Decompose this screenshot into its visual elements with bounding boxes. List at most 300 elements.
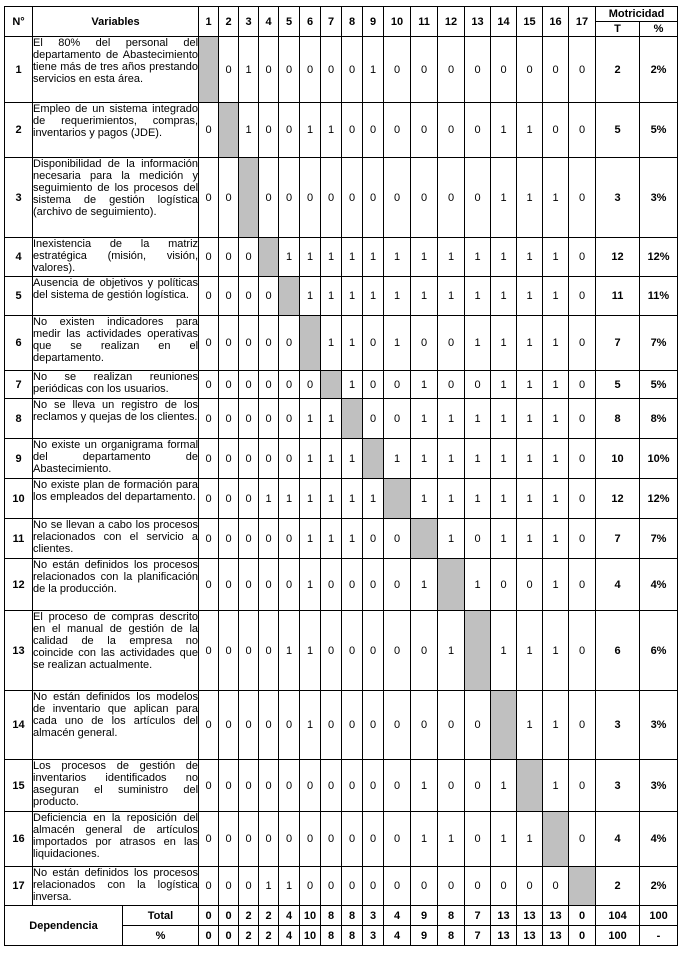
matrix-cell: 1 <box>543 238 569 277</box>
matrix-cell: 1 <box>543 760 569 812</box>
matrix-cell: 1 <box>465 277 491 316</box>
matrix-cell: 1 <box>543 519 569 559</box>
matrix-cell: 0 <box>384 760 411 812</box>
column-header: 1 <box>199 7 219 37</box>
diagonal-cell <box>239 158 259 238</box>
motricidad-total: 7 <box>596 519 640 559</box>
matrix-cell: 0 <box>199 559 219 611</box>
row-number: 5 <box>5 277 33 316</box>
matrix-cell: 0 <box>321 867 342 906</box>
diagonal-cell <box>321 371 342 399</box>
matrix-cell: 1 <box>491 158 517 238</box>
percent-label: % <box>123 926 199 946</box>
motricidad-total: 3 <box>596 691 640 760</box>
matrix-cell: 1 <box>438 399 465 439</box>
matrix-cell: 0 <box>199 316 219 371</box>
matrix-cell: 0 <box>363 691 384 760</box>
matrix-cell: 0 <box>438 867 465 906</box>
row-number: 2 <box>5 103 33 158</box>
total-label: Total <box>123 906 199 926</box>
matrix-cell: 1 <box>300 611 321 691</box>
matrix-cell: 1 <box>438 277 465 316</box>
matrix-cell: 1 <box>300 103 321 158</box>
dependencia-cell: 7 <box>465 926 491 946</box>
motricidad-percent: 8% <box>640 399 678 439</box>
matrix-cell: 1 <box>411 439 438 479</box>
matrix-cell: 0 <box>465 691 491 760</box>
matrix-cell: 1 <box>543 559 569 611</box>
matrix-cell: 0 <box>259 611 279 691</box>
matrix-cell: 0 <box>300 158 321 238</box>
matrix-cell: 0 <box>279 519 300 559</box>
matrix-cell: 0 <box>239 479 259 519</box>
matrix-cell: 1 <box>543 316 569 371</box>
matrix-cell: 0 <box>279 812 300 867</box>
matrix-cell: 0 <box>239 812 259 867</box>
matrix-cell: 0 <box>321 691 342 760</box>
variable-description: Los procesos de gestión de inventarios identificados no aseguran el suministro del producto. <box>33 760 199 812</box>
variable-description: El 80% del personal del departamento de Abastecimiento tiene más de tres años prestando servicios en esta área. <box>33 37 199 103</box>
column-header: 8 <box>342 7 363 37</box>
matrix-cell: 0 <box>384 812 411 867</box>
matrix-cell: 0 <box>219 371 239 399</box>
matrix-cell: 0 <box>491 37 517 103</box>
matrix-cell: 0 <box>569 611 596 691</box>
matrix-cell: 0 <box>259 103 279 158</box>
dependencia-cell: 3 <box>363 926 384 946</box>
column-header: 3 <box>239 7 259 37</box>
percent-header: % <box>640 22 678 37</box>
matrix-cell: 0 <box>438 316 465 371</box>
matrix-cell: 1 <box>384 316 411 371</box>
matrix-cell: 0 <box>259 812 279 867</box>
matrix-cell: 0 <box>342 559 363 611</box>
matrix-cell: 1 <box>411 371 438 399</box>
matrix-cell: 0 <box>411 611 438 691</box>
variable-description: Empleo de un sistema integrado de requerimientos, compras, inventarios y pagos (JDE). <box>33 103 199 158</box>
matrix-cell: 1 <box>517 399 543 439</box>
dependencia-cell: 8 <box>342 926 363 946</box>
row-number: 13 <box>5 611 33 691</box>
dependencia-cell: 7 <box>465 906 491 926</box>
table-row <box>5 37 678 103</box>
matrix-cell: 0 <box>411 158 438 238</box>
matrix-cell: 0 <box>219 691 239 760</box>
matrix-cell: 0 <box>279 37 300 103</box>
motricidad-total: 4 <box>596 812 640 867</box>
matrix-cell: 0 <box>219 277 239 316</box>
variable-description: No se llevan a cabo los procesos relacionados con el servicio a clientes. <box>33 519 199 559</box>
matrix-cell: 0 <box>239 867 259 906</box>
dependencia-cell: 0 <box>569 906 596 926</box>
diagonal-cell <box>411 519 438 559</box>
matrix-cell: 1 <box>300 277 321 316</box>
matrix-cell: 0 <box>279 316 300 371</box>
matrix-cell: 0 <box>569 316 596 371</box>
row-number: 1 <box>5 37 33 103</box>
matrix-cell: 1 <box>363 238 384 277</box>
matrix-cell: 1 <box>465 399 491 439</box>
row-number: 8 <box>5 399 33 439</box>
matrix-cell: 0 <box>259 158 279 238</box>
matrix-cell: 0 <box>465 158 491 238</box>
matrix-cell: 1 <box>491 611 517 691</box>
dependencia-cell: 8 <box>438 906 465 926</box>
matrix-cell: 0 <box>219 158 239 238</box>
matrix-cell: 0 <box>239 316 259 371</box>
matrix-cell: 1 <box>411 399 438 439</box>
matrix-cell: 1 <box>438 611 465 691</box>
matrix-cell: 0 <box>569 371 596 399</box>
motricidad-total: 3 <box>596 760 640 812</box>
matrix-cell: 1 <box>342 519 363 559</box>
matrix-cell: 1 <box>543 611 569 691</box>
matrix-cell: 1 <box>411 238 438 277</box>
dependencia-cell: 3 <box>363 906 384 926</box>
column-header: 10 <box>384 7 411 37</box>
matrix-cell: 0 <box>259 519 279 559</box>
table-row <box>5 238 678 277</box>
matrix-cell: 0 <box>465 519 491 559</box>
motricidad-percent: 10% <box>640 439 678 479</box>
matrix-cell: 0 <box>199 812 219 867</box>
matrix-cell: 0 <box>321 559 342 611</box>
matrix-cell: 1 <box>465 316 491 371</box>
table-row <box>5 479 678 519</box>
number-header: N° <box>5 7 33 37</box>
dependencia-cell: 8 <box>438 926 465 946</box>
matrix-cell: 1 <box>300 559 321 611</box>
row-number: 12 <box>5 559 33 611</box>
matrix-cell: 0 <box>239 760 259 812</box>
dependencia-label: Dependencia <box>5 906 123 946</box>
diagonal-cell <box>384 479 411 519</box>
matrix-cell: 0 <box>219 812 239 867</box>
matrix-cell: 0 <box>411 316 438 371</box>
matrix-cell: 0 <box>321 760 342 812</box>
matrix-cell: 0 <box>199 158 219 238</box>
matrix-cell: 0 <box>363 399 384 439</box>
diagonal-cell <box>342 399 363 439</box>
diagonal-cell <box>438 559 465 611</box>
matrix-cell: 1 <box>491 399 517 439</box>
diagonal-cell <box>199 37 219 103</box>
dependencia-t: 104 <box>596 906 640 926</box>
dependencia-cell: 0 <box>569 926 596 946</box>
matrix-cell: 0 <box>321 37 342 103</box>
matrix-cell: 0 <box>384 559 411 611</box>
matrix-cell: 0 <box>199 277 219 316</box>
table-row <box>5 277 678 316</box>
motricidad-total: 12 <box>596 479 640 519</box>
table-row <box>5 559 678 611</box>
total-row <box>5 906 678 926</box>
matrix-cell: 1 <box>491 479 517 519</box>
matrix-cell: 0 <box>219 479 239 519</box>
matrix-cell: 0 <box>199 238 219 277</box>
motricidad-total: 12 <box>596 238 640 277</box>
row-number: 6 <box>5 316 33 371</box>
column-header: 17 <box>569 7 596 37</box>
table-row <box>5 760 678 812</box>
variable-description: Disponibilidad de la información necesaria para la medición y seguimiento de los procesos del sistema de gestión logística (archivo de seguimiento). <box>33 158 199 238</box>
matrix-cell: 0 <box>239 559 259 611</box>
matrix-cell: 0 <box>239 519 259 559</box>
dependencia-cell: 10 <box>300 906 321 926</box>
matrix-cell: 0 <box>465 812 491 867</box>
dependencia-p: - <box>640 926 678 946</box>
matrix-cell: 1 <box>321 519 342 559</box>
matrix-cell: 1 <box>411 760 438 812</box>
dependencia-cell: 10 <box>300 926 321 946</box>
matrix-cell: 0 <box>384 691 411 760</box>
table-row <box>5 439 678 479</box>
matrix-cell: 0 <box>363 559 384 611</box>
matrix-cell: 1 <box>517 519 543 559</box>
variable-description: El proceso de compras descrito en el manual de gestión de la calidad de la empresa no coincide con las actividades que se realizan actualmente. <box>33 611 199 691</box>
motricidad-percent: 4% <box>640 812 678 867</box>
matrix-cell: 1 <box>543 399 569 439</box>
row-number: 7 <box>5 371 33 399</box>
matrix-cell: 0 <box>438 371 465 399</box>
matrix-cell: 0 <box>411 867 438 906</box>
matrix-cell: 0 <box>384 867 411 906</box>
motricidad-header: Motricidad <box>596 7 678 22</box>
matrix-cell: 1 <box>438 812 465 867</box>
matrix-cell: 0 <box>259 399 279 439</box>
matrix-cell: 0 <box>363 316 384 371</box>
matrix-cell: 0 <box>438 760 465 812</box>
matrix-cell: 1 <box>300 439 321 479</box>
matrix-cell: 1 <box>321 399 342 439</box>
dependencia-cell: 0 <box>219 926 239 946</box>
column-header: 14 <box>491 7 517 37</box>
matrix-cell: 1 <box>342 277 363 316</box>
matrix-cell: 0 <box>342 812 363 867</box>
matrix-cell: 0 <box>342 691 363 760</box>
matrix-cell: 0 <box>438 691 465 760</box>
matrix-cell: 1 <box>438 519 465 559</box>
matrix-cell: 0 <box>239 439 259 479</box>
dependencia-cell: 2 <box>239 906 259 926</box>
matrix-cell: 1 <box>342 316 363 371</box>
matrix-cell: 0 <box>569 158 596 238</box>
matrix-cell: 0 <box>411 103 438 158</box>
diagonal-cell <box>543 812 569 867</box>
matrix-cell: 0 <box>342 867 363 906</box>
motricidad-total: 7 <box>596 316 640 371</box>
dependencia-cell: 4 <box>384 906 411 926</box>
motricidad-total: 2 <box>596 37 640 103</box>
matrix-cell: 1 <box>411 277 438 316</box>
matrix-cell: 1 <box>438 238 465 277</box>
matrix-cell: 0 <box>239 238 259 277</box>
matrix-cell: 0 <box>321 812 342 867</box>
matrix-cell: 0 <box>363 158 384 238</box>
matrix-cell: 1 <box>543 277 569 316</box>
dependencia-cell: 2 <box>259 926 279 946</box>
column-header: 12 <box>438 7 465 37</box>
matrix-cell: 0 <box>300 867 321 906</box>
matrix-cell: 0 <box>517 559 543 611</box>
column-header: 4 <box>259 7 279 37</box>
matrix-cell: 0 <box>465 37 491 103</box>
matrix-cell: 1 <box>384 238 411 277</box>
matrix-cell: 1 <box>279 611 300 691</box>
motricidad-percent: 3% <box>640 691 678 760</box>
t-header: T <box>596 22 640 37</box>
matrix-cell: 0 <box>363 611 384 691</box>
column-header: 5 <box>279 7 300 37</box>
motricidad-percent: 3% <box>640 760 678 812</box>
matrix-cell: 0 <box>438 37 465 103</box>
matrix-cell: 1 <box>491 103 517 158</box>
matrix-cell: 1 <box>342 479 363 519</box>
header-row <box>5 7 678 22</box>
matrix-cell: 0 <box>569 760 596 812</box>
column-header: 7 <box>321 7 342 37</box>
motricidad-total: 5 <box>596 371 640 399</box>
matrix-cell: 1 <box>321 238 342 277</box>
matrix-cell: 1 <box>543 691 569 760</box>
matrix-cell: 0 <box>342 611 363 691</box>
dependencia-cell: 9 <box>411 906 438 926</box>
matrix-cell: 0 <box>363 867 384 906</box>
matrix-cell: 0 <box>569 691 596 760</box>
matrix-cell: 1 <box>517 238 543 277</box>
matrix-cell: 0 <box>279 559 300 611</box>
matrix-cell: 0 <box>259 316 279 371</box>
row-number: 16 <box>5 812 33 867</box>
matrix-cell: 0 <box>384 37 411 103</box>
matrix-cell: 0 <box>300 371 321 399</box>
matrix-cell: 1 <box>517 316 543 371</box>
matrix-cell: 0 <box>279 103 300 158</box>
matrix-cell: 0 <box>279 439 300 479</box>
matrix-cell: 1 <box>543 439 569 479</box>
matrix-cell: 0 <box>279 691 300 760</box>
matrix-cell: 1 <box>363 277 384 316</box>
matrix-cell: 0 <box>363 519 384 559</box>
matrix-cell: 0 <box>569 439 596 479</box>
matrix-cell: 0 <box>239 277 259 316</box>
matrix-cell: 0 <box>384 371 411 399</box>
matrix-cell: 1 <box>300 399 321 439</box>
table-row <box>5 519 678 559</box>
dependencia-cell: 8 <box>342 906 363 926</box>
matrix-cell: 1 <box>411 479 438 519</box>
motricidad-percent: 12% <box>640 238 678 277</box>
matrix-cell: 0 <box>199 867 219 906</box>
matrix-cell: 0 <box>199 519 219 559</box>
row-number: 15 <box>5 760 33 812</box>
matrix-cell: 0 <box>342 103 363 158</box>
row-number: 9 <box>5 439 33 479</box>
matrix-cell: 0 <box>384 103 411 158</box>
matrix-cell: 1 <box>321 277 342 316</box>
matrix-cell: 0 <box>517 37 543 103</box>
column-header: 2 <box>219 7 239 37</box>
matrix-cell: 1 <box>259 867 279 906</box>
matrix-cell: 1 <box>321 103 342 158</box>
matrix-cell: 1 <box>411 559 438 611</box>
table-row <box>5 867 678 906</box>
dependencia-cell: 4 <box>384 926 411 946</box>
matrix-cell: 0 <box>465 103 491 158</box>
dependencia-cell: 8 <box>321 926 342 946</box>
column-header: 13 <box>465 7 491 37</box>
matrix-cell: 0 <box>239 371 259 399</box>
matrix-cell: 1 <box>517 479 543 519</box>
matrix-cell: 0 <box>569 479 596 519</box>
diagonal-cell <box>279 277 300 316</box>
matrix-cell: 1 <box>239 103 259 158</box>
matrix-cell: 1 <box>384 439 411 479</box>
matrix-cell: 0 <box>199 479 219 519</box>
motricidad-percent: 11% <box>640 277 678 316</box>
matrix-cell: 0 <box>300 760 321 812</box>
diagonal-cell <box>363 439 384 479</box>
motricidad-total: 5 <box>596 103 640 158</box>
matrix-cell: 0 <box>219 37 239 103</box>
matrix-cell: 1 <box>517 812 543 867</box>
table-row <box>5 399 678 439</box>
matrix-cell: 0 <box>279 371 300 399</box>
matrix-cell: 1 <box>491 316 517 371</box>
matrix-cell: 1 <box>491 238 517 277</box>
variable-description: No existe plan de formación para los empleados del departamento. <box>33 479 199 519</box>
matrix-cell: 0 <box>384 519 411 559</box>
matrix-cell: 1 <box>491 371 517 399</box>
matrix-cell: 1 <box>279 479 300 519</box>
matrix-cell: 0 <box>321 158 342 238</box>
variable-description: No se realizan reuniones periódicas con los usuarios. <box>33 371 199 399</box>
matrix-cell: 1 <box>300 238 321 277</box>
matrix-cell: 1 <box>517 371 543 399</box>
matrix-cell: 1 <box>342 238 363 277</box>
table-row <box>5 316 678 371</box>
matrix-cell: 0 <box>569 238 596 277</box>
matrix-cell: 0 <box>259 37 279 103</box>
motricidad-total: 10 <box>596 439 640 479</box>
matrix-cell: 0 <box>569 103 596 158</box>
matrix-cell: 0 <box>219 519 239 559</box>
matrix-cell: 0 <box>239 399 259 439</box>
matrix-cell: 0 <box>342 760 363 812</box>
matrix-cell: 0 <box>569 399 596 439</box>
matrix-cell: 1 <box>491 519 517 559</box>
table-row <box>5 371 678 399</box>
dependencia-cell: 0 <box>199 926 219 946</box>
influence-matrix-table <box>4 6 678 946</box>
motricidad-percent: 2% <box>640 37 678 103</box>
matrix-cell: 1 <box>300 519 321 559</box>
motricidad-total: 11 <box>596 277 640 316</box>
dependencia-cell: 2 <box>239 926 259 946</box>
table-row <box>5 691 678 760</box>
matrix-cell: 0 <box>363 371 384 399</box>
matrix-cell: 1 <box>517 277 543 316</box>
matrix-cell: 0 <box>259 277 279 316</box>
matrix-cell: 0 <box>543 103 569 158</box>
matrix-cell: 0 <box>384 158 411 238</box>
dependencia-cell: 13 <box>543 926 569 946</box>
matrix-cell: 1 <box>438 439 465 479</box>
matrix-cell: 1 <box>384 277 411 316</box>
motricidad-percent: 3% <box>640 158 678 238</box>
variable-description: No existen indicadores para medir las actividades operativas que se realizan en el departamento. <box>33 316 199 371</box>
motricidad-percent: 4% <box>640 559 678 611</box>
